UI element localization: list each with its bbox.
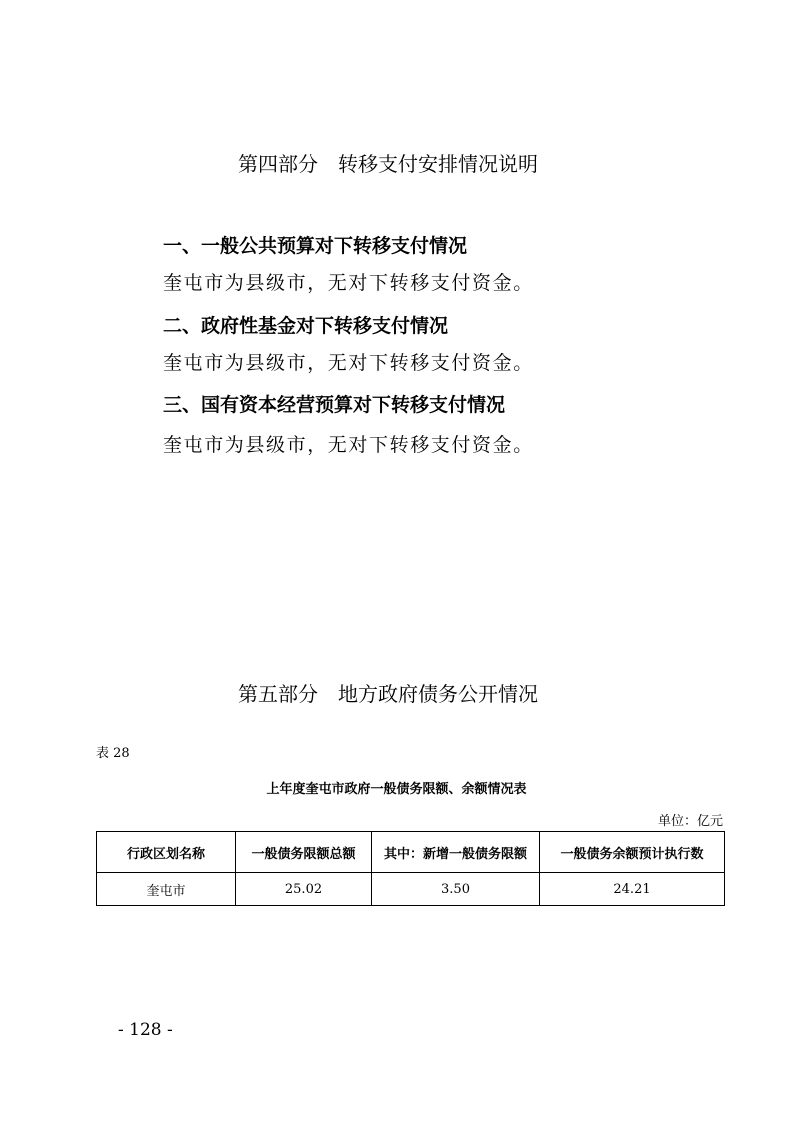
section-text-2: 奎屯市为县级市，无对下转移支付资金。 xyxy=(163,352,534,374)
part4-title: 第四部分 转移支付安排情况说明 xyxy=(238,152,538,176)
table-unit: 单位：亿元 xyxy=(657,814,723,829)
col-header-new-limit: 其中：新增一般债务限额 xyxy=(372,832,540,873)
cell-new-limit: 3.50 xyxy=(372,873,540,906)
cell-region: 奎屯市 xyxy=(97,873,236,906)
cell-total-limit: 25.02 xyxy=(236,873,372,906)
part5-title: 第五部分 地方政府债务公开情况 xyxy=(238,682,538,706)
section-text-1: 奎屯市为县级市，无对下转移支付资金。 xyxy=(163,272,534,294)
section-text-3: 奎屯市为县级市，无对下转移支付资金。 xyxy=(163,434,534,456)
table-header-row xyxy=(97,832,725,873)
debt-table xyxy=(96,831,725,906)
section-heading-1: 一、一般公共预算对下转移支付情况 xyxy=(163,235,468,257)
section-heading-3: 三、国有资本经营预算对下转移支付情况 xyxy=(163,394,506,416)
col-header-balance: 一般债务余额预计执行数 xyxy=(540,832,725,873)
table-row xyxy=(97,873,725,906)
cell-balance: 24.21 xyxy=(540,873,725,906)
page-number: - 128 - xyxy=(118,1020,173,1040)
col-header-region: 行政区划名称 xyxy=(97,832,236,873)
section-heading-2: 二、政府性基金对下转移支付情况 xyxy=(163,315,449,337)
table-title: 上年度奎屯市政府一般债务限额、余额情况表 xyxy=(266,782,527,797)
table-label: 表 28 xyxy=(96,746,130,761)
col-header-total-limit: 一般债务限额总额 xyxy=(236,832,372,873)
